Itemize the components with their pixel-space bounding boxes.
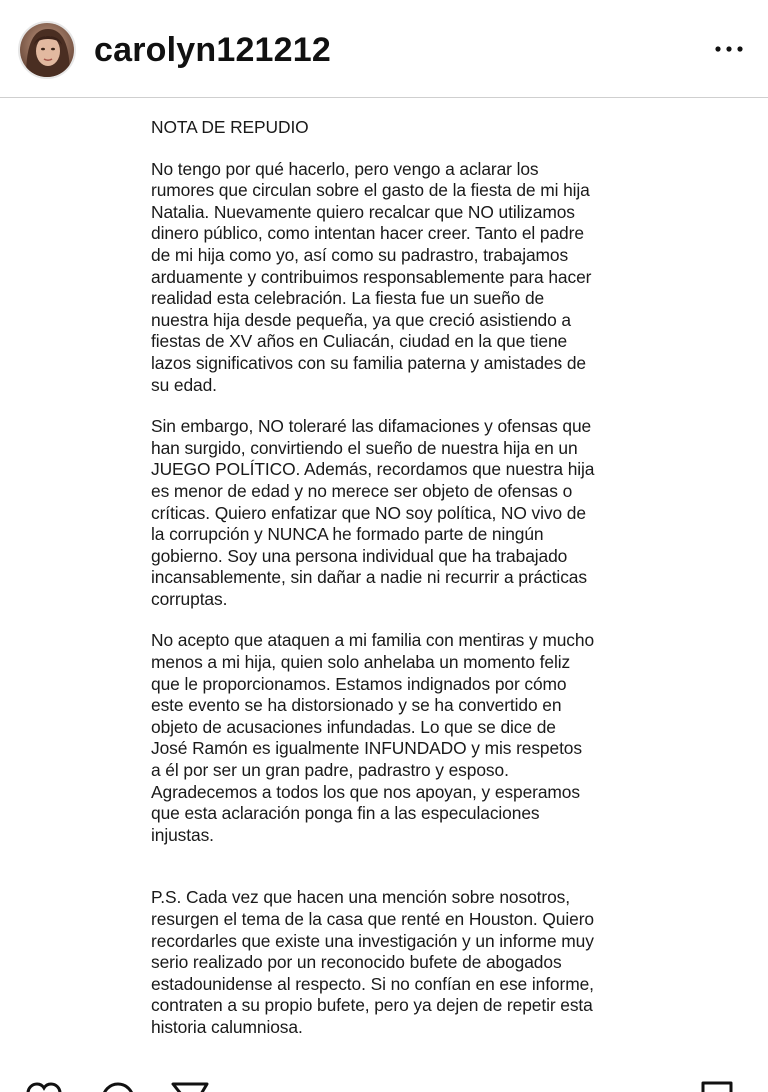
bookmark-icon[interactable] — [697, 1080, 737, 1092]
username[interactable]: carolyn121212 — [94, 31, 331, 69]
post-header — [0, 0, 768, 98]
statement-paragraph: No tengo por qué hacerlo, pero vengo a aclarar los rumores que circulan sobre el gasto de la fiesta de mi hija Natalia. Nuevamente quiero recalcar que NO utilizamos dinero público, como intentan hacer creer. Tanto el padre de mi hija como yo, así como su padrastro, trabajamos arduamente y contribuimos responsablemente para hacer realidad esta celebración. La fiesta fue un sueño de nuestra hija desde pequeña, ya que creció asistiendo a fiestas de XV años en Culiacán, ciudad en la que tiene lazos significativos con su familia paterna y amistades de su edad. — [151, 158, 592, 395]
more-options-icon[interactable] — [714, 34, 744, 64]
statement-paragraph: Sin embargo, NO toleraré las difamaciones y ofensas que han surgido, convirtiendo el sueño de nuestra hija en un JUEGO POLÍTICO. Además, recordamos que nuestra hija es menor de edad y no merece ser objeto de ofensas o críticas. Quiero enfatizar que NO soy política, NO vivo de la corrupción y NUNCA he formado parte de ningún gobierno. Soy una persona individual que ha trabajado incansablemente, sin dañar a nadie ni recurrir a prácticas corruptas. — [151, 416, 595, 609]
statement-title: NOTA DE REPUDIO — [151, 117, 309, 137]
avatar[interactable] — [18, 21, 76, 79]
statement-paragraph: No acepto que ataquen a mi familia con mentiras y mucho menos a mi hija, quien solo anhelaba un momento feliz que le proporcionamos. Estamos indignados por cómo este evento se ha distorsionado y se ha convertido en objeto de acusaciones infundadas. Lo que se dice de José Ramón es igualmente INFUNDADO y mis respetos a él por ser un gran padre, padrastro y esposo. Agradecemos a todos los que nos apoyan, y esperamos que esta aclaración ponga fin a las especulaciones injustas. — [151, 630, 595, 845]
heart-icon[interactable] — [24, 1080, 64, 1092]
post-image — [0, 98, 768, 1070]
comment-icon[interactable] — [98, 1080, 138, 1092]
profile-photo — [20, 23, 74, 77]
send-icon[interactable] — [170, 1080, 210, 1092]
statement-text — [151, 117, 596, 1039]
post-actions-bar — [0, 1070, 768, 1092]
statement-postscript: P.S. Cada vez que hacen una mención sobre nosotros, resurgen el tema de la casa que renté en Houston. Quiero recordarles que existe una investigación y un informe muy serio realizado por un reconocido bufete de abogados estadounidense al respecto. Si no confían en ese informe, contraten a su propio bufete, pero ya dejen de repetir esta historia calumniosa. — [151, 887, 594, 1037]
